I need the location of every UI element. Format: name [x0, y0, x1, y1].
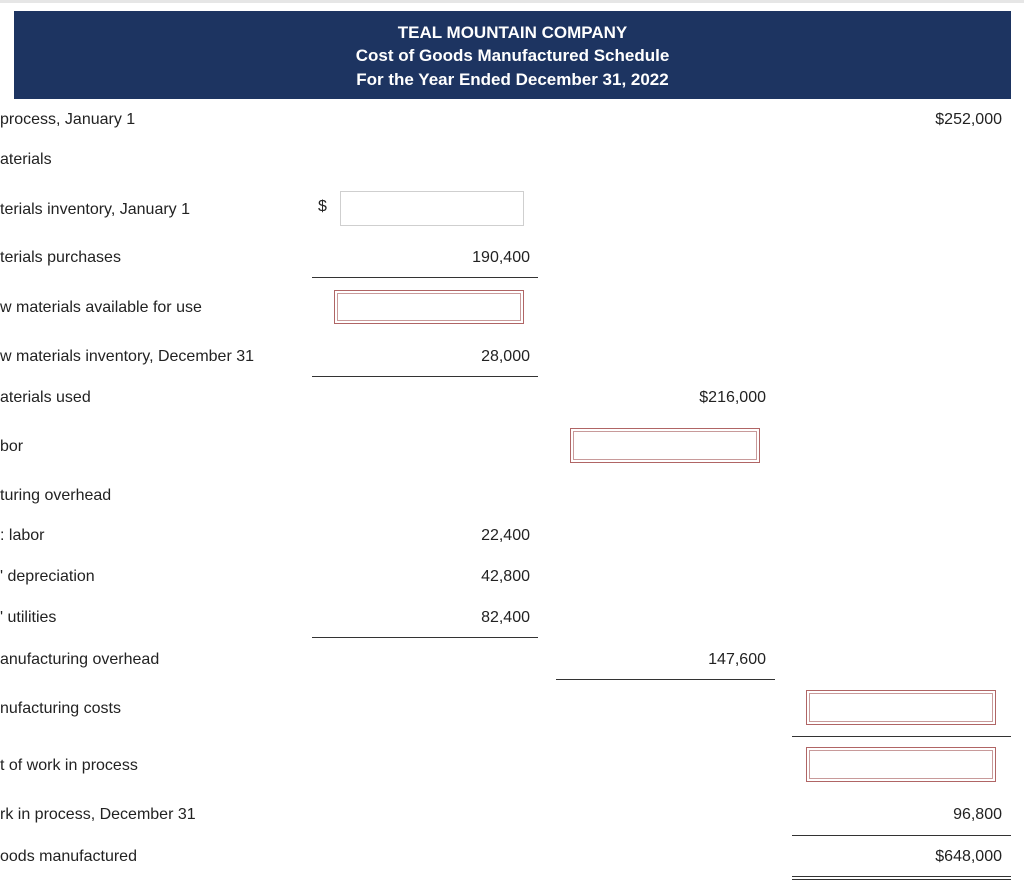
rm-purchases-value: 190,400 — [472, 249, 530, 266]
rm-available-label: w materials available for use — [0, 299, 202, 316]
rm-begin-input[interactable] — [340, 191, 524, 226]
wip-begin-value: $252,000 — [935, 111, 1002, 128]
total-cost-wip-label: t of work in process — [0, 757, 138, 774]
depreciation-label: ' depreciation — [0, 568, 95, 585]
rm-purchases-label: terials purchases — [0, 249, 121, 266]
wip-end-label: rk in process, December 31 — [0, 806, 196, 823]
currency-symbol: $ — [318, 198, 327, 215]
indirect-labor-value: 22,400 — [481, 527, 530, 544]
underline — [792, 736, 1011, 737]
underline — [792, 835, 1011, 836]
double-underline — [792, 876, 1011, 880]
schedule-header — [14, 11, 1011, 99]
total-mfg-costs-input[interactable] — [806, 690, 996, 725]
company-name: TEAL MOUNTAIN COMPANY — [397, 23, 628, 42]
schedule-period: For the Year Ended December 31, 2022 — [356, 70, 669, 89]
cogm-label: oods manufactured — [0, 848, 137, 865]
rm-used-label: aterials used — [0, 389, 91, 406]
underline — [312, 376, 538, 377]
total-mfg-costs-label: nufacturing costs — [0, 700, 121, 717]
utilities-value: 82,400 — [481, 609, 530, 626]
wip-end-value: 96,800 — [953, 806, 1002, 823]
depreciation-value: 42,800 — [481, 568, 530, 585]
rm-begin-label: terials inventory, January 1 — [0, 201, 191, 218]
utilities-label: ' utilities — [0, 609, 57, 626]
total-cost-wip-input[interactable] — [806, 747, 996, 782]
indirect-labor-label: : labor — [0, 527, 45, 544]
schedule-title: Cost of Goods Manufactured Schedule — [355, 46, 670, 65]
wip-begin-label: process, January 1 — [0, 111, 136, 128]
rm-end-label: w materials inventory, December 31 — [0, 348, 255, 365]
direct-labor-label: bor — [0, 438, 24, 455]
top-border — [0, 0, 1024, 3]
direct-materials-label: aterials — [0, 151, 52, 168]
direct-labor-input[interactable] — [570, 428, 760, 463]
total-overhead-value: 147,600 — [708, 651, 766, 668]
underline — [312, 637, 538, 638]
mfg-overhead-label: turing overhead — [0, 487, 112, 504]
total-overhead-label: anufacturing overhead — [0, 651, 160, 668]
cogm-value: $648,000 — [935, 848, 1002, 865]
rm-available-input[interactable] — [334, 290, 524, 324]
underline — [556, 679, 775, 680]
rm-end-value: 28,000 — [481, 348, 530, 365]
rm-used-value: $216,000 — [699, 389, 766, 406]
underline — [312, 277, 538, 278]
